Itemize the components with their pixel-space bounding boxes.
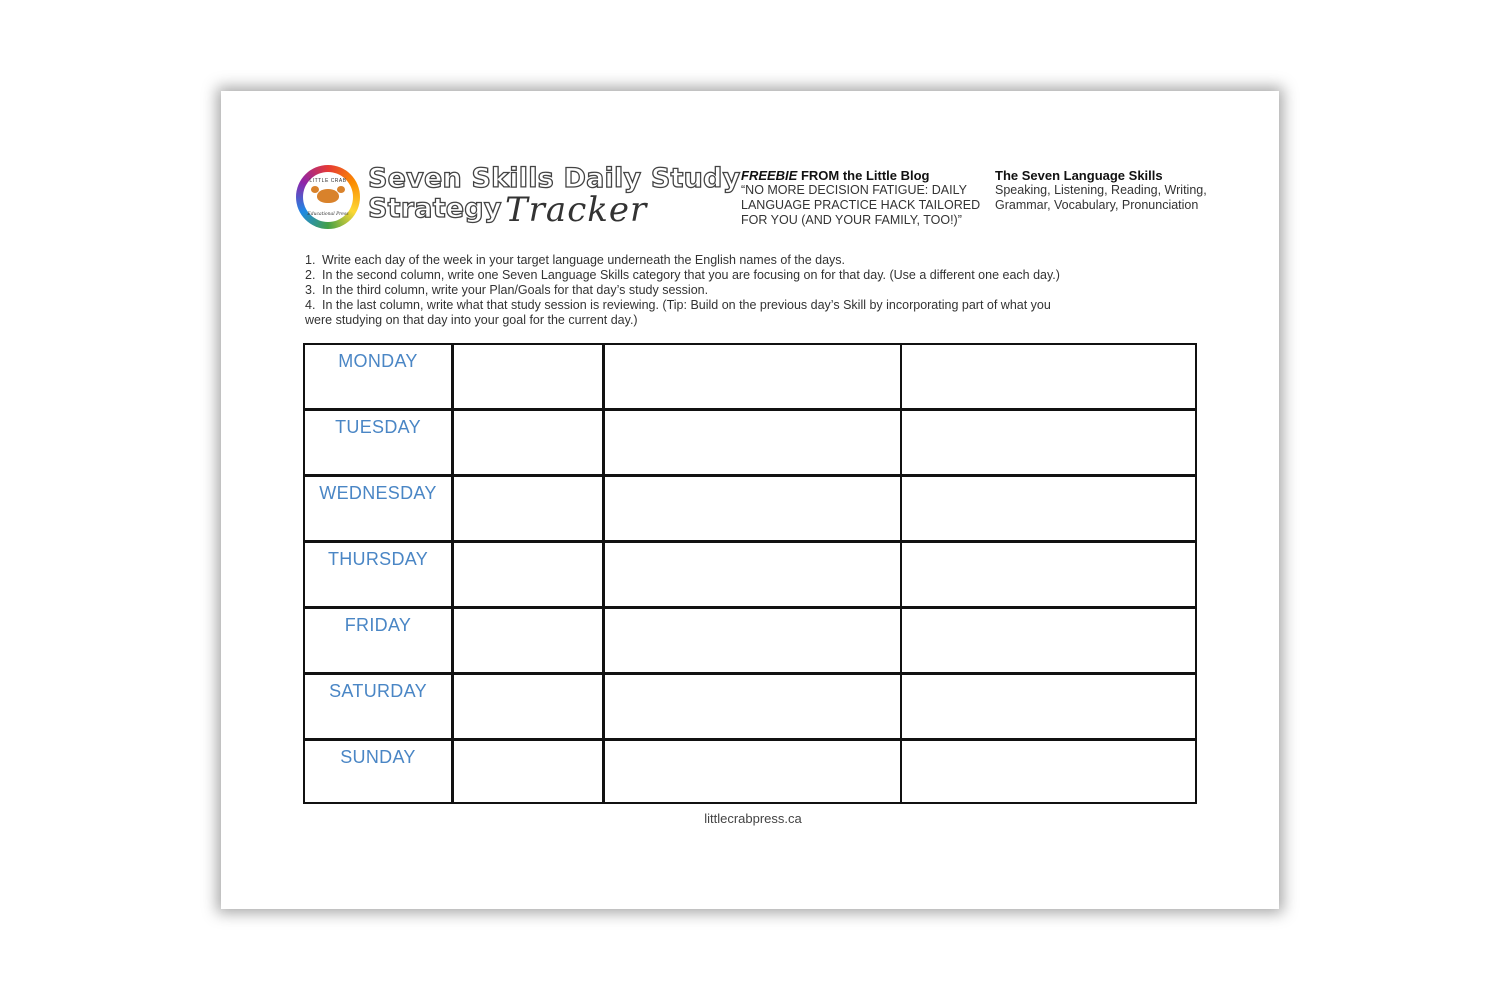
plan-cell[interactable]	[605, 609, 902, 672]
freebie-label-rest: FROM the Little Blog	[797, 168, 930, 183]
day-label-thursday: THURSDAY	[327, 549, 429, 569]
crab-icon	[317, 189, 339, 203]
little-crab-logo-icon	[296, 165, 360, 229]
review-cell[interactable]	[902, 543, 1195, 606]
day-label-monday: MONDAY	[338, 351, 418, 371]
freebie-text: “NO MORE DECISION FATIGUE: DAILY LANGUAGE PRACTICE HACK TAILORED FOR YOU (AND YOUR FAMILY, TOO!)”	[741, 183, 981, 227]
skill-cell[interactable]	[454, 741, 605, 804]
skill-cell[interactable]	[454, 609, 605, 672]
review-cell[interactable]	[902, 609, 1195, 672]
skill-cell[interactable]	[454, 543, 605, 606]
day-cell	[305, 741, 454, 804]
review-cell[interactable]	[902, 477, 1195, 540]
instruction-number: 1.	[305, 253, 316, 267]
table-row	[305, 540, 1195, 606]
instruction-number: 3.	[305, 283, 316, 297]
instruction-item	[305, 268, 1205, 283]
plan-cell[interactable]	[605, 543, 902, 606]
day-label-saturday: SATURDAY	[329, 681, 427, 701]
day-cell	[305, 411, 454, 474]
skills-list: Speaking, Listening, Reading, Writing, Grammar, Vocabulary, Pronunciation	[995, 183, 1207, 212]
instructions-list	[305, 253, 1205, 328]
freebie-heading	[741, 168, 981, 183]
instruction-number: 2.	[305, 268, 316, 282]
review-cell[interactable]	[902, 411, 1195, 474]
skill-cell[interactable]	[454, 345, 605, 411]
logo-inner	[303, 172, 353, 222]
skill-cell[interactable]	[454, 675, 605, 738]
skills-block	[995, 168, 1210, 213]
day-label-friday: FRIDAY	[344, 615, 412, 635]
plan-cell[interactable]	[605, 741, 902, 804]
day-cell	[305, 609, 454, 672]
instruction-item	[305, 283, 1205, 298]
instruction-text: In the last column, write what that study session is reviewing. (Tip: Build on the previous day’s Skill by incorporating part of what you	[322, 298, 1051, 312]
table-row	[305, 408, 1195, 474]
day-label-wednesday: WEDNESDAY	[319, 483, 437, 503]
title-line-1: Seven Skills Daily Study	[368, 163, 741, 194]
plan-cell[interactable]	[605, 675, 902, 738]
table-row	[305, 606, 1195, 672]
day-cell	[305, 345, 454, 411]
instruction-text: In the second column, write one Seven Language Skills category that you are focusing on for that day. (Use a different one each day.)	[322, 268, 1060, 282]
review-cell[interactable]	[902, 675, 1195, 738]
review-cell[interactable]	[902, 345, 1195, 411]
table-row	[305, 474, 1195, 540]
logo-bottom-text: Educational Press	[307, 212, 349, 217]
table-row	[305, 672, 1195, 738]
table-row	[305, 345, 1195, 411]
footer-url: littlecrabpress.ca	[704, 811, 802, 826]
instruction-item	[305, 298, 1205, 313]
plan-cell[interactable]	[605, 411, 902, 474]
tracker-table	[303, 343, 1197, 804]
plan-cell[interactable]	[605, 345, 902, 411]
crab-claw-icon	[337, 186, 345, 193]
title-line-2: Strategy	[368, 193, 502, 224]
logo-top-text: LITTLE CRAB	[309, 178, 347, 184]
day-label-sunday: SUNDAY	[340, 747, 416, 767]
instruction-number: 4.	[305, 298, 316, 312]
skills-heading: The Seven Language Skills	[995, 168, 1163, 183]
review-cell[interactable]	[902, 741, 1195, 804]
freebie-block	[741, 168, 981, 228]
plan-cell[interactable]	[605, 477, 902, 540]
title-script: Tracker	[505, 190, 648, 230]
day-label-tuesday: TUESDAY	[335, 417, 421, 437]
skill-cell[interactable]	[454, 477, 605, 540]
instruction-item	[305, 253, 1205, 268]
day-cell	[305, 477, 454, 540]
instruction-text: Write each day of the week in your target language underneath the English names of the days.	[322, 253, 846, 267]
freebie-label-italic: FREEBIE	[741, 168, 798, 183]
instruction-continuation: were studying on that day into your goal for the current day.)	[305, 313, 638, 327]
skill-cell[interactable]	[454, 411, 605, 474]
day-cell	[305, 543, 454, 606]
table-row	[305, 738, 1195, 804]
instruction-text: In the third column, write your Plan/Goals for that day’s study session.	[322, 283, 709, 297]
day-cell	[305, 675, 454, 738]
